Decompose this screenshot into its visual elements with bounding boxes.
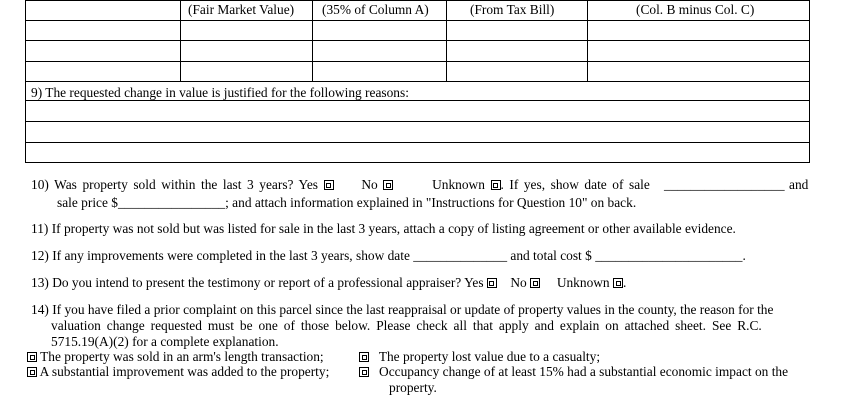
total-cost-label: and total cost $ <box>510 248 592 263</box>
q10-and: and <box>789 177 809 192</box>
table-row[interactable] <box>26 41 809 61</box>
improvement-checkbox[interactable] <box>27 367 37 377</box>
occupancy-label: Occupancy change of at least 15% had a substantial economic impact on the <box>379 364 789 379</box>
q12-question: 12) If any improvements were completed in the last 3 years, show date <box>31 248 410 263</box>
q10-line2 <box>57 196 636 209</box>
q10-no-label: No <box>361 177 378 192</box>
q10-line1 <box>31 178 650 191</box>
q9-label: 9) The requested change in value is justified for the following reasons: <box>31 85 409 100</box>
improvement-label: A substantial improvement was added to the property; <box>39 364 330 379</box>
q10-unknown-label: Unknown <box>432 177 485 192</box>
option-casualty <box>359 350 600 363</box>
q13-line <box>31 276 626 289</box>
column-a-header: (Fair Market Value) <box>188 2 295 17</box>
casualty-label: The property lost value due to a casualty; <box>378 349 601 364</box>
q10-tail: . If yes, show date of sale <box>500 177 650 192</box>
reason-line-2[interactable] <box>26 122 809 142</box>
q10-unknown-checkbox[interactable] <box>491 180 501 190</box>
option-occupancy <box>359 365 788 378</box>
q13-unknown-checkbox[interactable] <box>613 278 623 288</box>
q11-text: 11) If property was not sold but was listed for sale in the last 3 years, attach a copy of listing agreement or other available evidence. <box>31 221 736 236</box>
sale-price-field[interactable]: ________________ <box>117 195 226 210</box>
column-c-header: (From Tax Bill) <box>470 2 555 17</box>
q13-period: . <box>623 275 627 290</box>
q12-line <box>31 249 746 262</box>
option-improvement <box>27 365 329 378</box>
column-b-header: (35% of Column A) <box>322 2 429 17</box>
option-arms-length <box>27 350 324 363</box>
q14-line2: valuation change requested must be one of those below. Please check all that apply and explain on attached sheet. See R.C. <box>51 318 762 333</box>
column-d-header: (Col. B minus Col. C) <box>636 2 755 17</box>
q14-line1: 14) If you have filed a prior complaint on this parcel since the last reappraisal or update of property values in the county, the reason for the <box>31 302 774 317</box>
casualty-checkbox[interactable] <box>359 352 369 362</box>
q10-question: Was property sold within the last 3 years? Yes <box>54 177 319 192</box>
improvement-date-field[interactable]: ______________ <box>413 248 508 263</box>
table-row[interactable] <box>26 21 809 40</box>
q12-period: . <box>742 248 746 263</box>
q13-unknown-label: Unknown <box>556 275 610 290</box>
q10-no-checkbox[interactable] <box>383 180 393 190</box>
arms-length-label: The property was sold in an arm's length transaction; <box>40 349 324 364</box>
total-cost-field[interactable]: ______________________ <box>595 248 743 263</box>
reason-line-3[interactable] <box>26 143 809 162</box>
q13-question: 13) Do you intend to present the testimony or report of a professional appraiser? Yes <box>31 275 484 290</box>
q10-instructions: ; and attach information explained in "Instructions for Question 10" on back. <box>225 195 637 210</box>
q10-number: 10) <box>31 177 49 192</box>
arms-length-checkbox[interactable] <box>27 352 37 362</box>
table-row[interactable] <box>26 62 809 81</box>
reason-line-1[interactable] <box>26 101 809 121</box>
occupancy-label-cont: property. <box>389 380 437 395</box>
sale-date-field[interactable]: __________________ <box>664 177 785 192</box>
q14-line3: 5715.19(A)(2) for a complete explanation. <box>51 334 279 349</box>
q13-yes-checkbox[interactable] <box>487 278 497 288</box>
q10-yes-checkbox[interactable] <box>324 180 334 190</box>
occupancy-checkbox[interactable] <box>359 367 369 377</box>
q13-no-checkbox[interactable] <box>530 278 540 288</box>
sale-price-label: sale price $ <box>57 195 118 210</box>
q13-no-label: No <box>510 275 527 290</box>
